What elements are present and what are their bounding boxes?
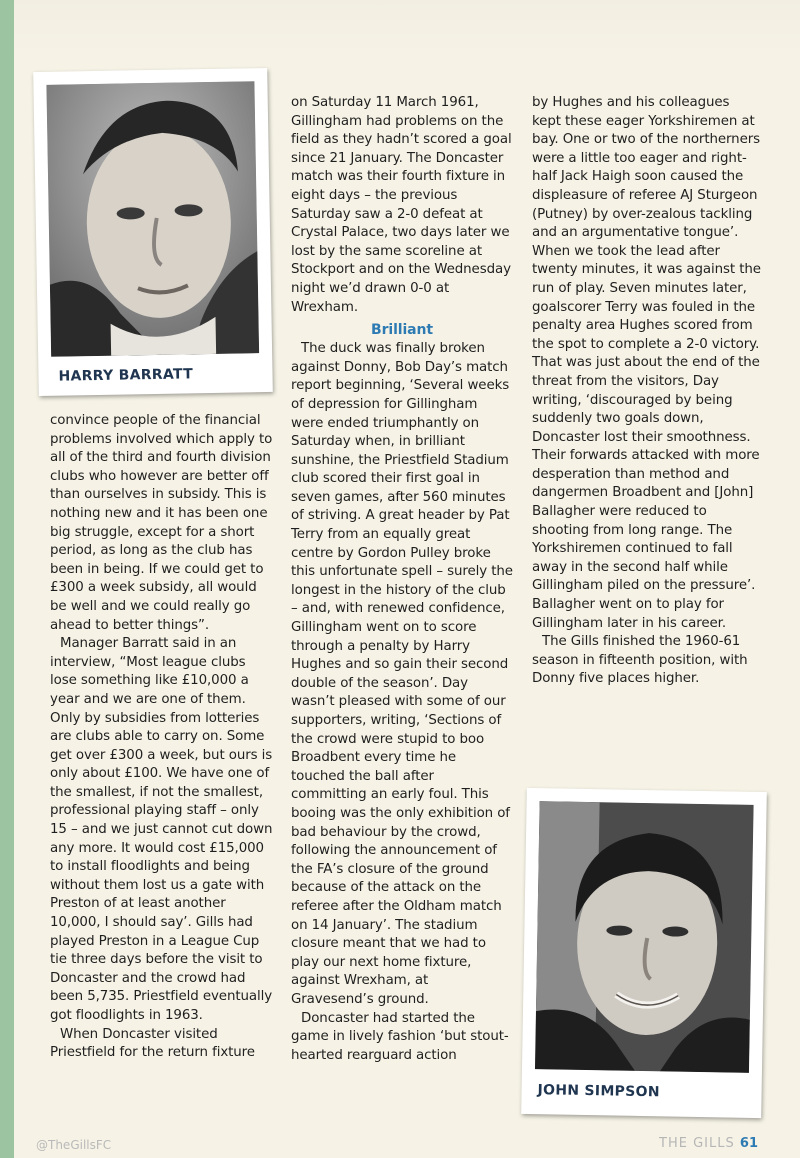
footer-page-number: 61 <box>739 1136 758 1151</box>
footer-page-label <box>659 1136 758 1151</box>
photo-john-simpson <box>535 801 754 1073</box>
column-3-paragraph-1: by Hughes and his colleagues kept these eager Yorkshiremen at bay. One or two of the northerners were a little too eager and right-half Jack Haigh soon caused the displeasure of referee AJ Sturgeon (Putney) by over-zealous tackling and an argumentative tongue’. When we took the lead after twenty minutes, it was against the run of play. Seven minutes later, goalscorer Terry was fouled in the penalty area Hughes scored from the spot to complete a 2-0 victory. That was just about the end of the threat from the visitors, Day writing, ‘discouraged by being suddenly two goals down, Doncaster lost their smoothness. Their forwards attacked with more desperation than method and dangermen Broadbent and [John] Ballagher were reduced to shooting from long range. The Yorkshiremen continued to fall away in the second half while Gillingham piled on the pressure’. Ballagher went on to play for Gillingham later in his career. <box>532 95 761 631</box>
column-2-paragraph-2: Doncaster had started the game in lively fashion ‘but stout-hearted rearguard action <box>291 1010 509 1063</box>
footer-magazine-name: THE GILLS <box>659 1136 735 1151</box>
article-column-1 <box>50 412 276 1063</box>
column-2-paragraph-1: The duck was finally broken against Donny, Bob Day’s match report beginning, ‘Several weeks of depression for Gillingham were ended triumphantly on Saturday when, in brilliant sunshine, the Priestfield Stadium club scored their first goal in seven games, after 560 minutes of striving. A great header by Pat Terry from an equally great centre by Gordon Pulley broke this unfortunate spell – surely the longest in the history of the club – and, with renewed confidence, Gillingham went on to score through a penalty by Harry Hughes and so gain their second double of the season’. Day wasn’t pleased with some of our supporters, writing, ‘Sections of the crowd were stupid to boo Broadbent every time he touched the ball after committing an early foul. This booing was the only exhibition of bad behaviour by the crowd, following the announcement of the FA’s closure of the ground because of the attack on the referee after the Oldham match on 14 January’. The stadium closure meant that we had to play our next home fixture, against Wrexham, at Gravesend’s ground. <box>291 341 513 1007</box>
portrait-image <box>46 81 259 357</box>
photo-card-john-simpson <box>521 788 767 1118</box>
photo-caption-harry-barratt: HARRY BARRATT <box>58 366 194 385</box>
article-column-3 <box>532 94 762 689</box>
page-left-edge <box>0 0 14 1158</box>
photo-harry-barratt <box>46 81 259 357</box>
column-2-intro: on Saturday 11 March 1961, Gillingham had problems on the field as they hadn’t scored a goal since 21 January. The Doncaster match was their fourth fixture in eight days – the previous Saturday saw a 2-0 defeat at Crystal Palace, two days later we lost by the same scoreline at Stockport and on the Wednesday night we’d drawn 0-0 at Wrexham. <box>291 95 512 315</box>
footer-twitter-handle: @TheGillsFC <box>36 1138 112 1152</box>
portrait-image <box>535 801 754 1073</box>
article-column-2 <box>291 94 513 1065</box>
column-1-paragraph-1: convince people of the financial problems involved which apply to all of the third and fourth division clubs who however are better off than ourselves in subsidy. This is nothing new and it has been one big struggle, except for a short period, as long as the club has been in being. If we could get to £300 a week subsidy, all would be well and we could really go ahead to better things”. <box>50 413 273 633</box>
column-3-paragraph-2: The Gills finished the 1960-61 season in fifteenth position, with Donny five places higher. <box>532 634 748 687</box>
column-1-paragraph-3: When Doncaster visited Priestfield for the return fixture <box>50 1026 255 1061</box>
column-1-paragraph-2: Manager Barratt said in an interview, “Most league clubs lose something like £10,000 a year and we are one of them. Only by subsidies from lotteries are clubs able to carry on. Some get over £300 a week, but ours is only about £100. We have one of the smallest, if not the smallest, professional playing staff – only 15 – and we just cannot cut down any more. It would cost £15,000 to install floodlights and being without them lost us a gate with Preston of at least another 10,000, I should say’. Gills had played Preston in a League Cup tie three days before the visit to Doncaster and the crowd had been 5,735. Priestfield eventually got floodlights in 1963. <box>50 636 273 1023</box>
photo-card-harry-barratt <box>33 68 273 396</box>
section-heading-brilliant: Brilliant <box>371 322 433 339</box>
page-top-margin <box>0 0 800 58</box>
photo-caption-john-simpson: JOHN SIMPSON <box>537 1082 660 1101</box>
